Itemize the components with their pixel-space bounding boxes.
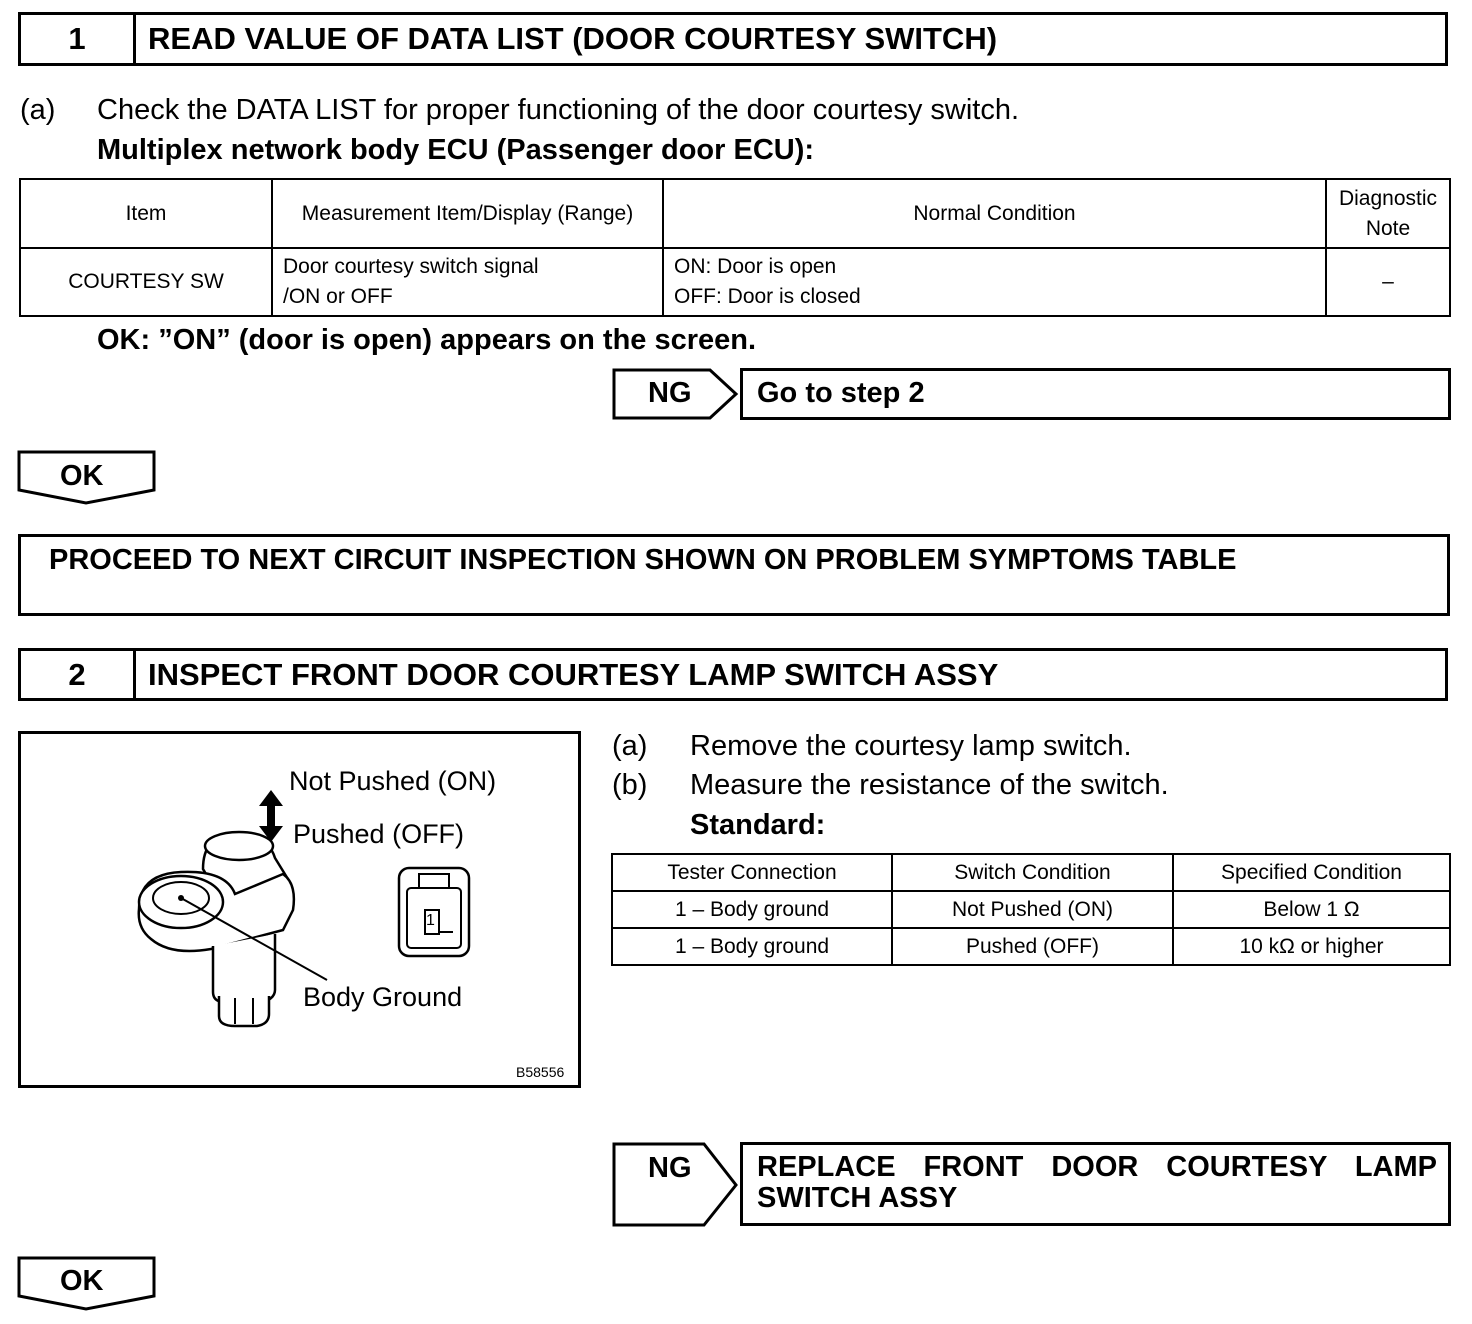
ng-result-box-1 xyxy=(740,368,1451,420)
normal-line1: ON: Door is open xyxy=(674,255,837,278)
ng-label-1: NG xyxy=(648,377,692,409)
figure-id: B58556 xyxy=(516,1064,565,1080)
figure-box xyxy=(18,731,581,1088)
step2-item-a-marker: (a) xyxy=(612,730,648,762)
normal-line2: OFF: Door is closed xyxy=(674,285,861,308)
proceed-box xyxy=(18,534,1450,616)
resistance-table xyxy=(611,853,1451,966)
table-header-measurement: Measurement Item/Display (Range) xyxy=(272,179,663,248)
push-direction-arrow-icon xyxy=(259,790,283,842)
step2-standard-label: Standard: xyxy=(690,809,826,841)
step2-number: 2 xyxy=(21,651,136,698)
step1-title: READ VALUE OF DATA LIST (DOOR COURTESY SWITCH) xyxy=(148,21,998,56)
ng-result-box-2 xyxy=(740,1142,1451,1226)
table-row xyxy=(612,891,1450,928)
table-header-note: Diagnostic Note xyxy=(1326,179,1450,248)
measurement-line1: Door courtesy switch signal xyxy=(283,255,539,278)
cell-item: COURTESY SW xyxy=(20,248,272,316)
res-header-specified: Specified Condition xyxy=(1173,854,1450,891)
step1-item-a-text: Check the DATA LIST for proper functioning of the door courtesy switch. xyxy=(97,94,1020,126)
ng-result-1: Go to step 2 xyxy=(757,377,925,409)
res-cell: Not Pushed (ON) xyxy=(892,891,1173,928)
step2-item-a-text: Remove the courtesy lamp switch. xyxy=(690,730,1132,762)
table-row xyxy=(612,928,1450,965)
step2-item-b-marker: (b) xyxy=(612,769,648,801)
step1-number: 1 xyxy=(21,15,136,63)
step1-subheading: Multiplex network body ECU (Passenger door ECU): xyxy=(97,134,815,166)
table-header-item: Item xyxy=(20,179,272,248)
step2-title: INSPECT FRONT DOOR COURTESY LAMP SWITCH ASSY xyxy=(148,657,999,692)
data-list-table xyxy=(19,178,1451,317)
cell-note: – xyxy=(1326,248,1450,316)
label-not-pushed: Not Pushed (ON) xyxy=(289,766,497,796)
res-cell: Pushed (OFF) xyxy=(892,928,1173,965)
res-cell: 1 – Body ground xyxy=(612,928,892,965)
res-cell: 1 – Body ground xyxy=(612,891,892,928)
ng-label-2: NG xyxy=(648,1152,692,1184)
ok-label-2: OK xyxy=(60,1265,104,1297)
measurement-line2: /ON or OFF xyxy=(283,285,393,308)
ng-result-2-line1: REPLACE FRONT DOOR COURTESY LAMP xyxy=(757,1151,1437,1183)
label-body-ground: Body Ground xyxy=(303,982,463,1012)
table-row xyxy=(20,248,1450,316)
res-cell: Below 1 Ω xyxy=(1173,891,1450,928)
cell-measurement xyxy=(272,248,663,316)
step2-item-b-text: Measure the resistance of the switch. xyxy=(690,769,1169,801)
cell-normal xyxy=(663,248,1326,316)
proceed-text: PROCEED TO NEXT CIRCUIT INSPECTION SHOWN ON PROBLEM SYMPTOMS TABLE xyxy=(49,544,1237,576)
step1-header xyxy=(18,12,1448,66)
label-pushed: Pushed (OFF) xyxy=(293,819,465,849)
step1-ok-condition: OK: ”ON” (door is open) appears on the screen. xyxy=(97,324,757,356)
ng-result-2-line2: SWITCH ASSY xyxy=(757,1182,958,1214)
ok-label-1: OK xyxy=(60,460,104,492)
step2-header xyxy=(18,648,1448,701)
res-header-tester: Tester Connection xyxy=(612,854,892,891)
connector-pin-label: 1 xyxy=(426,912,435,929)
step1-item-a-marker: (a) xyxy=(20,94,56,126)
res-cell: 10 kΩ or higher xyxy=(1173,928,1450,965)
res-header-switch: Switch Condition xyxy=(892,854,1173,891)
table-header-normal: Normal Condition xyxy=(663,179,1326,248)
